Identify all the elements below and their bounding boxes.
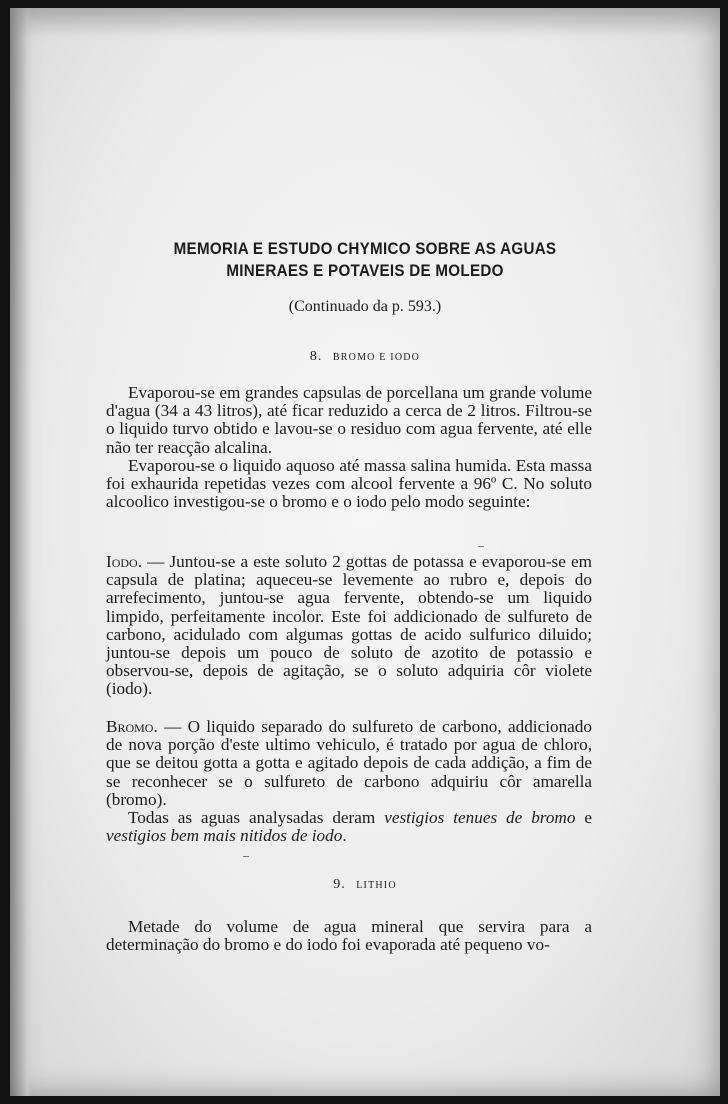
- bromo-block: [106, 718, 592, 845]
- article-title: [38, 238, 691, 282]
- paragraph-salt-mass: Evaporou-se o liquido aquoso até massa salina humida. Esta massa foi exhaurida repetidas vezes com alcool fervente a 96º C. No soluto alcoolico investigou-se o bromo e o iodo pelo modo seguinte:: [106, 455, 592, 512]
- paragraph-conclusion: [106, 809, 592, 845]
- title-line-2: MINERAES E POTAVEIS DE MOLEDO: [226, 262, 504, 280]
- page-top-shadow: [10, 8, 720, 38]
- section-8-heading: [10, 349, 720, 365]
- lithio-block: [106, 918, 592, 954]
- paragraph-bromo: [106, 718, 592, 809]
- page-edge-shadow: [10, 8, 32, 1096]
- iodo-block: [106, 553, 592, 699]
- section-9-title: LITHIO: [356, 880, 397, 891]
- section-8-number: 8.: [309, 349, 323, 364]
- iodo-text: — Juntou-se a este soluto 2 gottas de potassa e evaporou-se em capsula de platina; aqueceu-se levemente ao rubro e, depois do arrefecimento, juntou-se agua fervente, obtendo-se um liquido limpido, perfeitamente incolor. Este foi addicionado de sulfureto de carbono, acidulado com algumas gottas de acido sulfurico diluido; juntou-se depois um pouco de soluto de azotito de potassio e observou-se, depois de agitação, se o soluto adquiria côr violete (iodo).: [106, 552, 592, 699]
- section-8-title: BROMO E IODO: [332, 352, 421, 363]
- conclusion-iodo-italic: vestigios bem mais nitidos de iodo: [106, 826, 343, 846]
- paragraph-lithio: Metade do volume de agua mineral que servira para a determinação do bromo e do iodo foi evaporada até pequeno vo-: [106, 917, 592, 955]
- conclusion-a: Todas as aguas analysadas deram: [128, 808, 385, 828]
- print-speck: [478, 546, 484, 547]
- scanned-page: [10, 8, 720, 1096]
- paragraph-evaporation: Evaporou-se em grandes capsulas de porcellana um grande volume d'agua (34 a 43 litros), até ficar reduzido a cerca de 2 litros. Filtrou-se o liquido turvo obtido e lavou-se o residuo com agua fervente, até elle não ter reacção alcalina.: [106, 383, 592, 457]
- iodo-heading: Iodo.: [106, 552, 143, 571]
- title-line-1: MEMORIA E ESTUDO CHYMICO SOBRE AS AGUAS: [173, 240, 557, 258]
- section-9-heading: [10, 877, 720, 893]
- bromo-text: — O liquido separado do sulfureto de carbono, addicionado de nova porção d'este ultimo vehiculo, é tratado por agua de chloro, que se deitou gotta a gotta e agitado depois de cada addição, a fim de se reconhecer se o sulfureto de carbono adquiriu côr amarella (bromo).: [106, 717, 592, 809]
- conclusion-bromo-italic: vestigios tenues de bromo: [384, 808, 576, 828]
- bromo-iodo-intro: [106, 384, 592, 511]
- conclusion-e: .: [342, 826, 347, 846]
- bromo-heading: Bromo.: [106, 717, 158, 736]
- paragraph-iodo: [106, 553, 592, 699]
- continuation-note: (Continuado da p. 593.): [288, 298, 442, 315]
- print-speck: [243, 856, 249, 857]
- conclusion-c: e: [575, 808, 592, 828]
- section-9-number: 9.: [333, 877, 346, 892]
